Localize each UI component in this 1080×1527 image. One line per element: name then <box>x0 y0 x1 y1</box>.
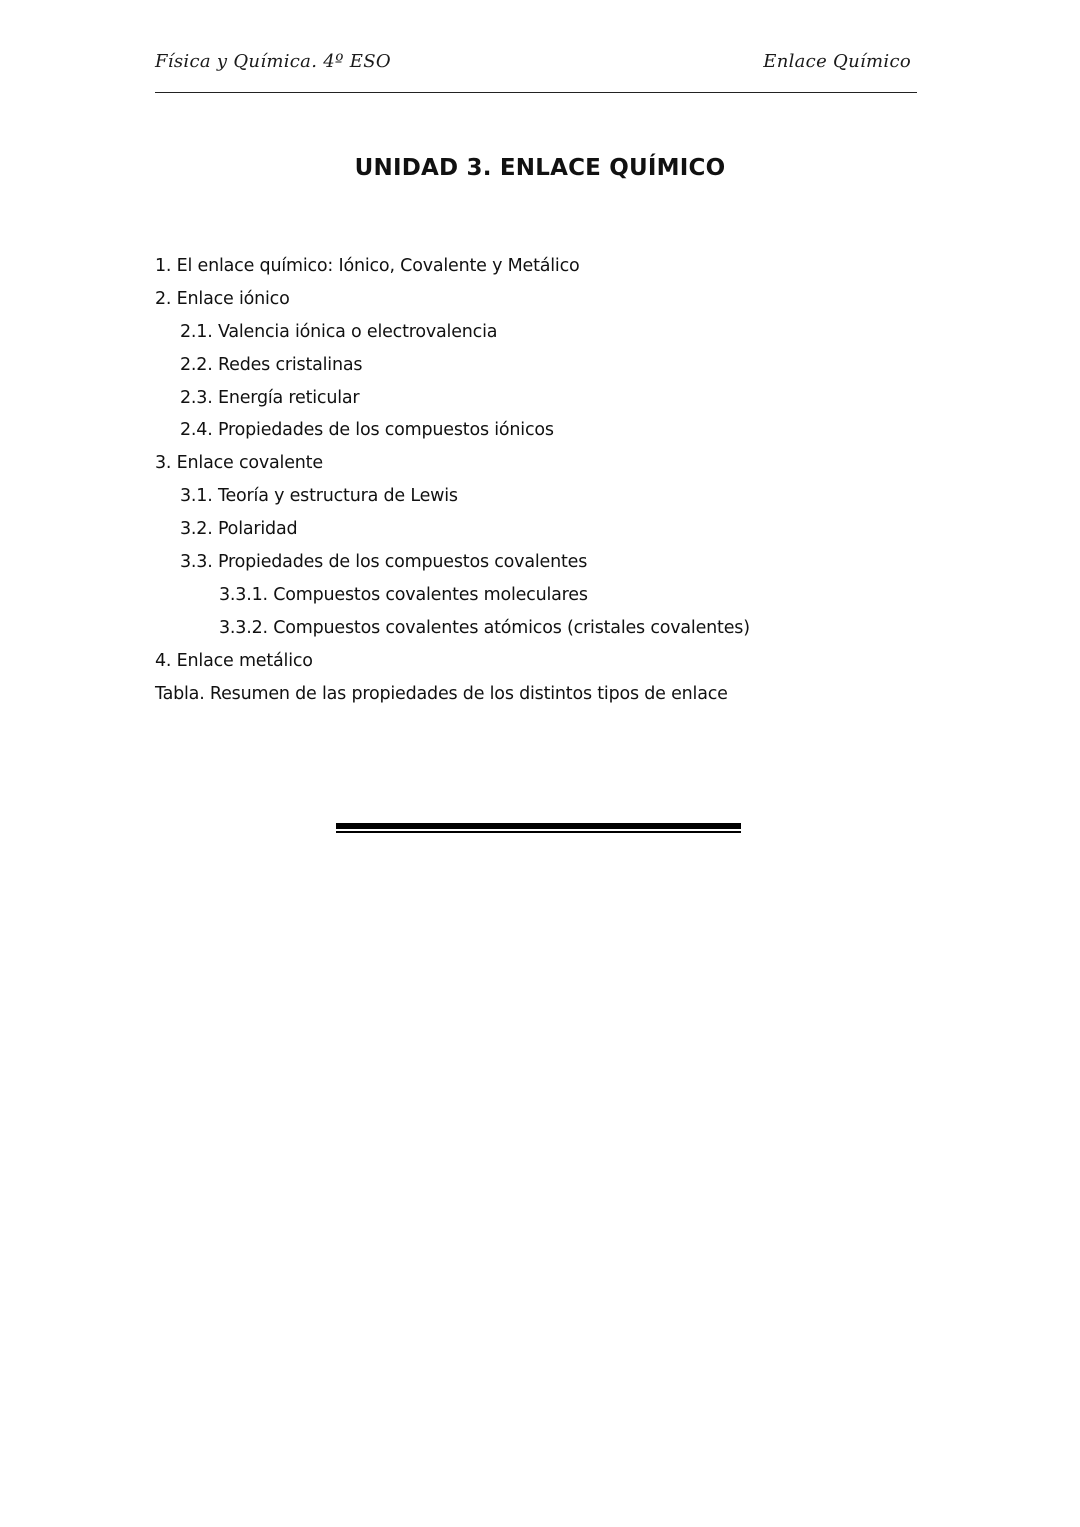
header-topic-label: Enlace Químico <box>763 51 911 72</box>
toc-item: 3.1. Teoría y estructura de Lewis <box>180 486 458 507</box>
header-course-label: Física y Química. 4º ESO <box>155 51 391 72</box>
divider-thin-line <box>336 831 741 833</box>
section-end-divider <box>336 823 741 833</box>
toc-item: 4. Enlace metálico <box>155 650 313 671</box>
toc-item: 3.3.1. Compuestos covalentes moleculares <box>219 584 588 605</box>
table-of-contents <box>155 250 750 710</box>
toc-item: 3.3. Propiedades de los compuestos covalentes <box>180 552 588 573</box>
toc-item: 2.4. Propiedades de los compuestos iónicos <box>180 420 554 441</box>
toc-item: 2. Enlace iónico <box>155 288 290 309</box>
page-title: UNIDAD 3. ENLACE QUÍMICO <box>354 155 726 181</box>
toc-item: 2.3. Energía reticular <box>180 387 360 408</box>
toc-item: 1. El enlace químico: Iónico, Covalente y Metálico <box>155 256 580 276</box>
toc-item: Tabla. Resumen de las propiedades de los distintos tipos de enlace <box>155 683 728 704</box>
page-header <box>155 48 917 93</box>
divider-thick-line <box>336 823 741 829</box>
toc-item: 3. Enlace covalente <box>155 453 323 474</box>
toc-item: 2.2. Redes cristalinas <box>180 354 363 375</box>
toc-item: 3.2. Polaridad <box>180 519 298 540</box>
toc-item: 3.3.2. Compuestos covalentes atómicos (cristales covalentes) <box>219 617 750 638</box>
toc-item: 2.1. Valencia iónica o electrovalencia <box>180 321 498 342</box>
